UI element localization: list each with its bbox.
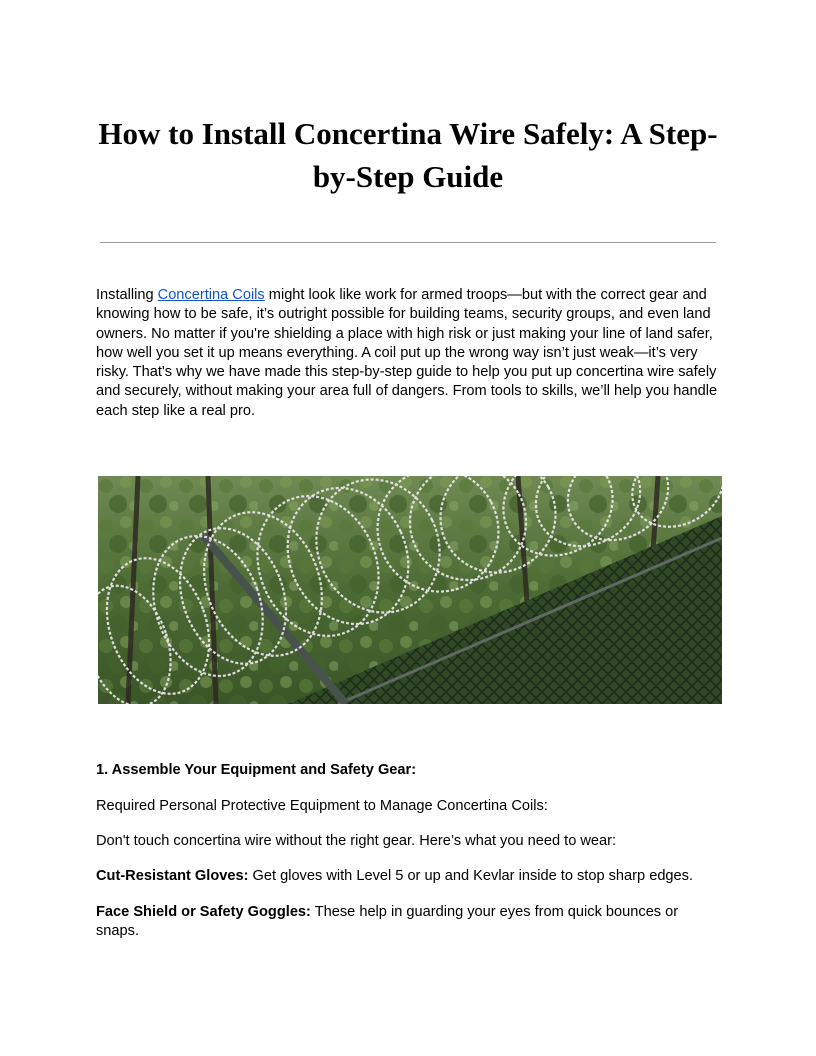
horizontal-divider [100,242,716,243]
gloves-item [96,867,726,886]
photo-razor-wire-fence-icon [98,476,722,704]
section-heading: 1. Assemble Your Equipment and Safety Gear: [96,762,417,778]
face-shield-label: Face Shield or Safety Goggles: [96,904,311,920]
concertina-coils-link[interactable]: Concertina Coils [157,287,265,303]
face-shield-item [96,903,696,942]
intro-paragraph [96,286,724,421]
gloves-description: Get gloves with Level 5 or up and Kevlar inside to stop sharp edges. [248,868,694,884]
gear-instruction-line: Don't touch concertina wire without the right gear. Here’s what you need to wear: [96,833,617,849]
intro-text-rest: might look like work for armed troops—but with the correct gear and knowing how to be safe, it’s outright possible for building teams, security groups, and even land owners. No matter if you're shielding a place with high risk or just making your line of land safer, how well you set it up means everything. A coil put up the wrong way isn’t just weak—it’s very risky. That's why we have made this step-by-step guide to help you put up concertina wire safely and securely, without making your area full of dangers. From tools to skills, we’ll help you handle each step like a real pro. [96,287,718,419]
ppe-intro-line: Required Personal Protective Equipment to Manage Concertina Coils: [96,798,548,814]
intro-text-start: Installing [96,287,158,303]
razor-wire-fence-photo [98,476,722,704]
page-title: How to Install Concertina Wire Safely: A Step-by-Step Guide [98,116,718,194]
gloves-label: Cut-Resistant Gloves: [96,868,249,884]
face-shield-description: These help in guarding your eyes from quick bounces or snaps. [96,904,679,940]
